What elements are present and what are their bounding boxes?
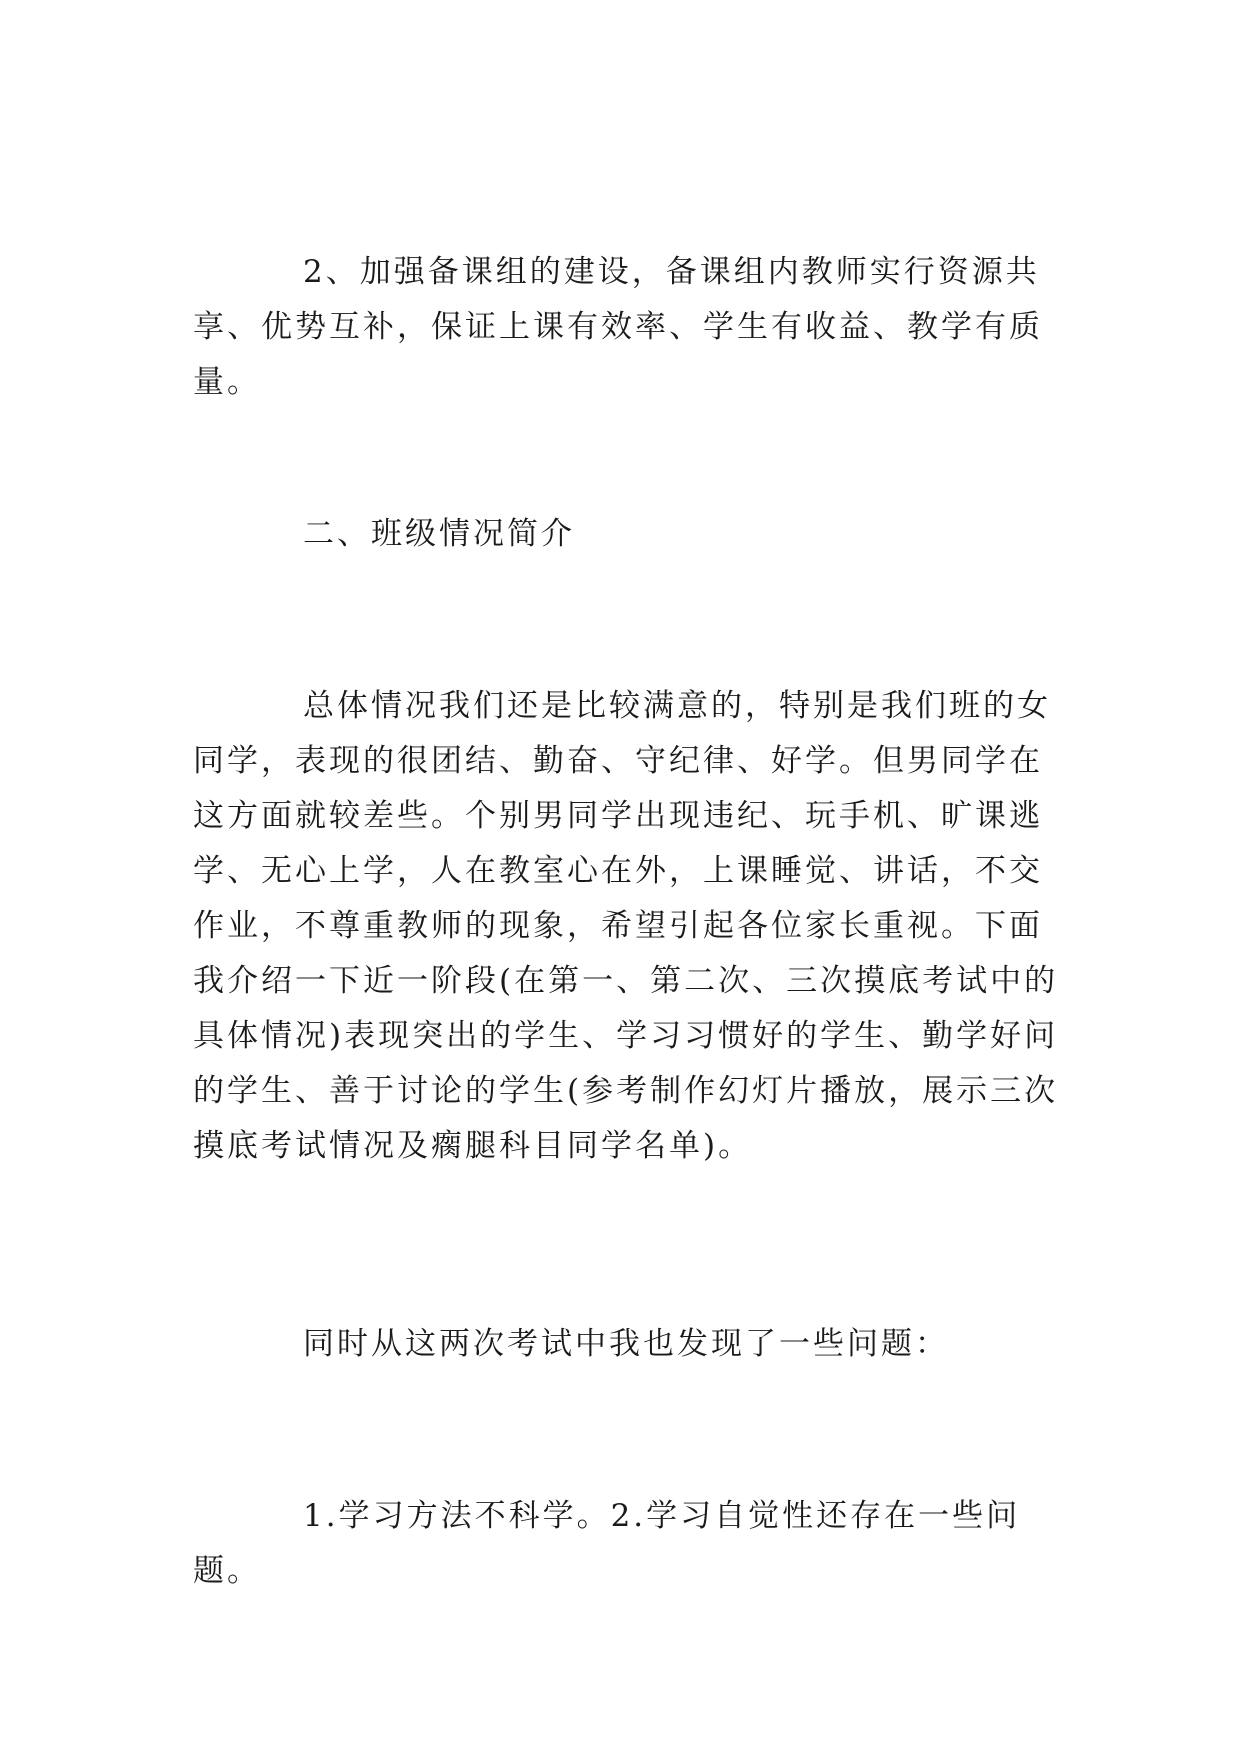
paragraph-overall-situation: 总体情况我们还是比较满意的，特别是我们班的女同学，表现的很团结、勤奋、守纪律、好学。但男同学在这方面就较差些。个别男同学出现违纪、玩手机、旷课逃学、无心上学，人在教室心在外，上课睡觉、讲话，不交作业，不尊重教师的现象，希望引起各位家长重视。下面我介绍一下近一阶段(在第一、第二次、三次摸底考试中的具体情况)表现突出的学生、学习习惯好的学生、勤学好问的学生、善于讨论的学生(参考制作幻灯片播放，展示三次摸底考试情况及瘸腿科目同学名单)。	[193, 688, 1059, 1164]
section-heading-class-overview: 二、班级情况简介	[303, 516, 575, 552]
paragraph-problems-intro: 同时从这两次考试中我也发现了一些问题：	[303, 1326, 949, 1362]
paragraph-problems-list: 1.学习方法不科学。2.学习自觉性还存在一些问题。	[193, 1498, 1021, 1589]
paragraph-lesson-prep-group: 2、加强备课组的建设，备课组内教师实行资源共享、优势互补，保证上课有效率、学生有收益、教学有质量。	[193, 254, 1043, 400]
